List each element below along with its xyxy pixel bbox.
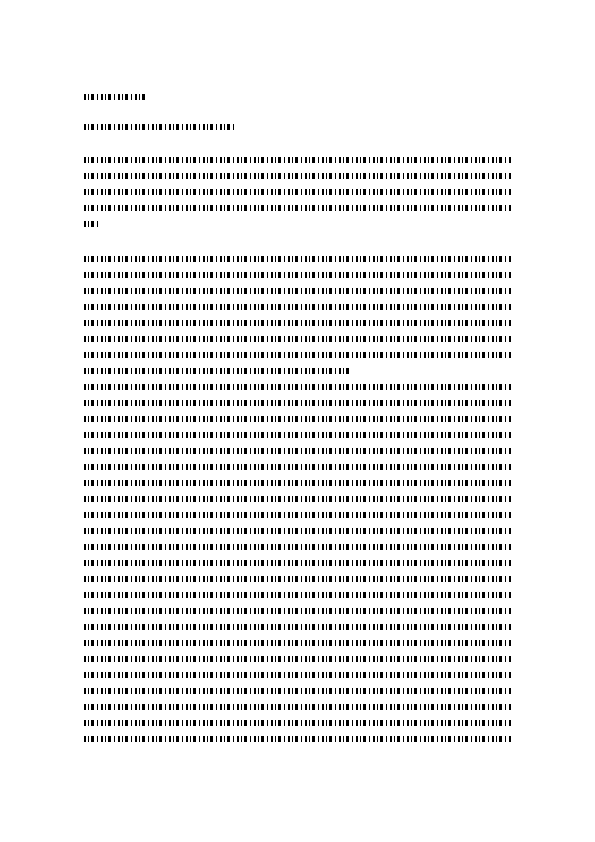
text-line xyxy=(84,272,512,278)
text-line xyxy=(84,512,512,518)
text-line xyxy=(84,288,512,294)
text-line xyxy=(84,736,512,742)
text-line xyxy=(84,560,512,566)
text-line xyxy=(84,416,512,422)
paragraph-2 xyxy=(84,256,512,752)
text-line xyxy=(84,448,512,454)
text-line xyxy=(84,336,512,342)
text-line xyxy=(84,528,512,534)
text-line xyxy=(84,656,512,662)
text-line xyxy=(84,672,512,678)
text-line xyxy=(84,368,352,374)
document-title xyxy=(84,94,146,110)
text-line xyxy=(84,480,512,486)
text-line xyxy=(84,384,512,390)
text-line xyxy=(84,624,512,630)
paragraph-1 xyxy=(84,157,512,237)
text-line xyxy=(84,720,512,726)
text-line xyxy=(84,464,512,470)
text-line xyxy=(84,704,512,710)
text-line xyxy=(84,320,512,326)
text-line xyxy=(84,221,98,227)
text-line xyxy=(84,544,512,550)
text-line xyxy=(84,189,512,195)
text-line xyxy=(84,157,512,163)
text-line xyxy=(84,400,512,406)
text-line xyxy=(84,496,512,502)
document-subtitle xyxy=(84,124,234,140)
text-line xyxy=(84,576,512,582)
text-line xyxy=(84,173,512,179)
text-line xyxy=(84,688,512,694)
text-line xyxy=(84,432,512,438)
text-line xyxy=(84,640,512,646)
text-line xyxy=(84,205,512,211)
text-line xyxy=(84,256,512,262)
text-line xyxy=(84,608,512,614)
text-line xyxy=(84,352,512,358)
text-line xyxy=(84,304,512,310)
text-line xyxy=(84,592,512,598)
